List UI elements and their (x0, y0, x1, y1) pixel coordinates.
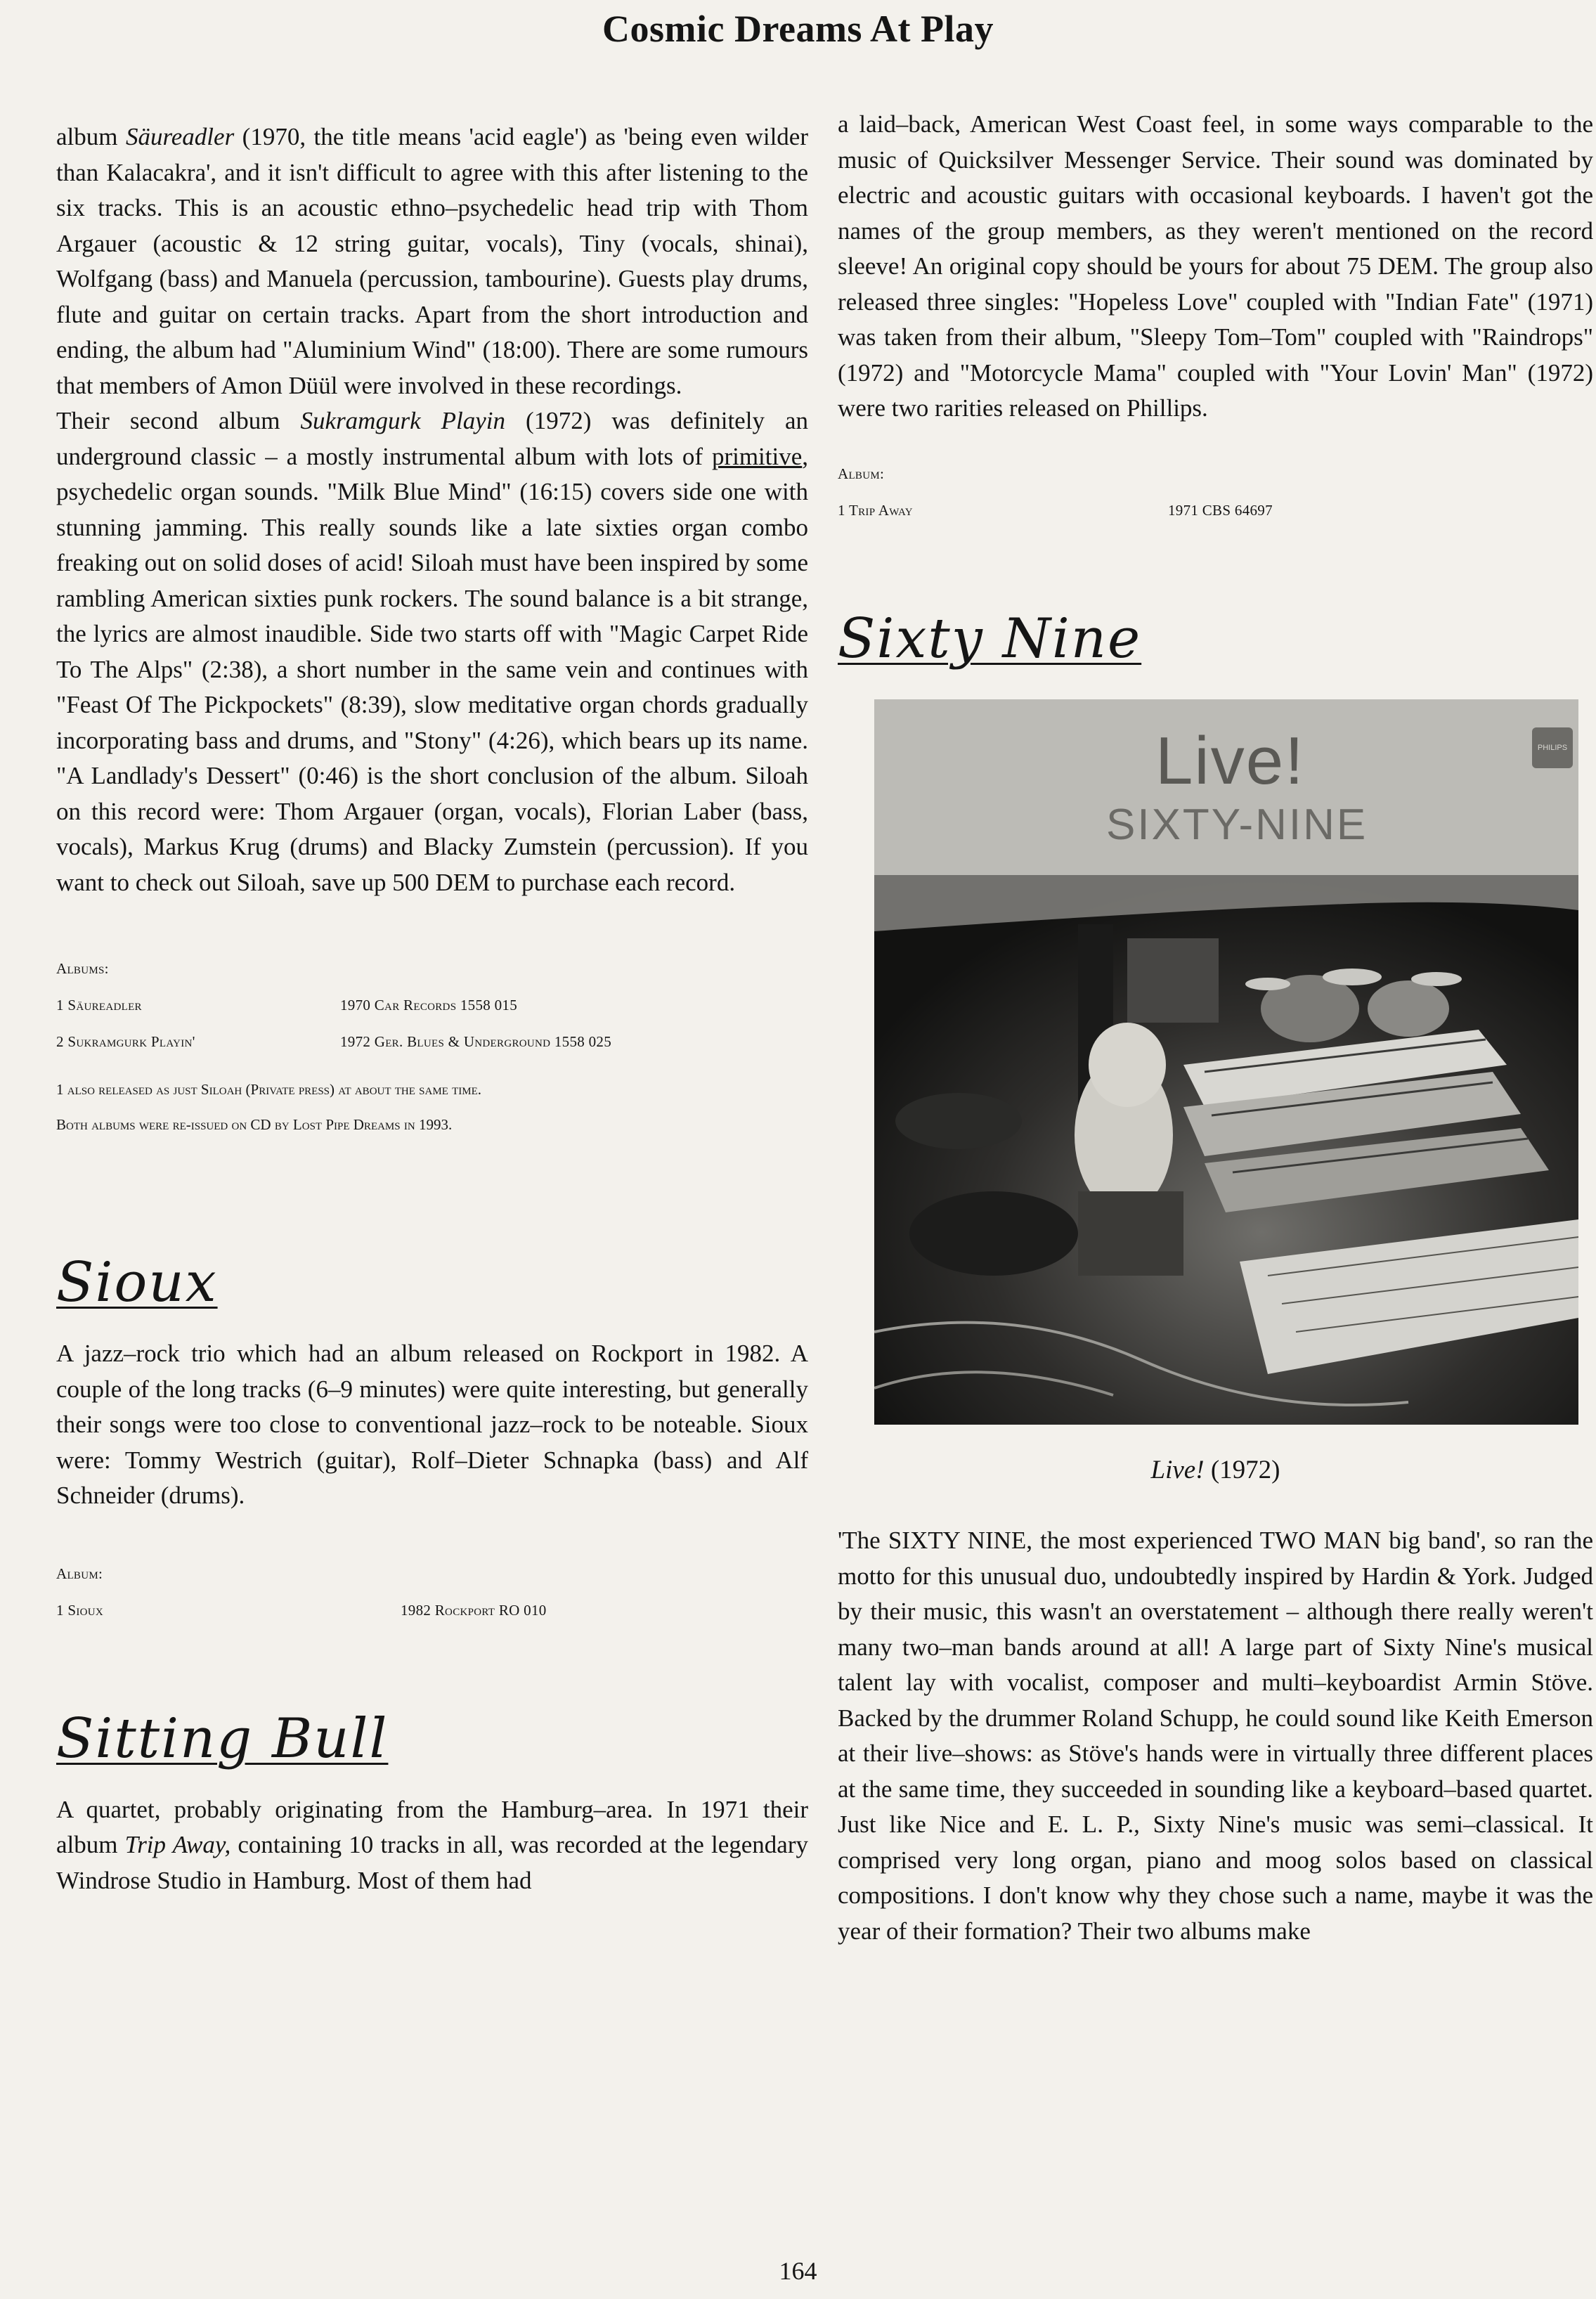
sitting-bull-discography (838, 463, 1593, 521)
sioux-paragraph: A jazz–rock trio which had an album released on Rockport in 1982. A couple of the long tracks (6–9 minutes) were quite interesting, but generally their songs were too close to conventional jazz–rock to be noteable. Sioux were: Tommy Westrich (guitar), Rolf–Dieter Schnapka (bass) and Alf Schneider (drums). (56, 1340, 808, 1509)
discography-title: Album: (838, 465, 885, 482)
discography-title: Albums: (56, 960, 109, 977)
discography-row (838, 500, 1593, 521)
discography-title: Album: (56, 1565, 103, 1582)
cover-title: Live! (1155, 723, 1305, 798)
album-title: 1 Trip Away (838, 501, 913, 519)
sixty-nine-heading: Sixty Nine (838, 607, 1142, 671)
sioux-heading: Sioux (56, 1251, 218, 1314)
page-number: 164 (779, 2257, 817, 2285)
album-title: 1 Sioux (56, 1601, 104, 1619)
siloah-discography (56, 958, 808, 1052)
album-info: 1982 Rockport RO 010 (401, 1601, 547, 1619)
sioux-discography (56, 1563, 808, 1621)
sitting-bull-heading: Sitting Bull (56, 1707, 389, 1770)
record-label-logo: PHILIPS (1532, 727, 1573, 768)
page-title: Cosmic Dreams At Play (602, 8, 994, 50)
sixty-nine-paragraph: 'The SIXTY NINE, the most experienced TWO MAN big band', so ran the motto for this unusual duo, undoubtedly inspired by Hardin & York. Judged by their music, this wasn't an overstatement – although there really weren't many two–man bands around at all! A large part of Sixty Nine's musical talent lay with vocalist, composer and multi–keyboardist Armin Stöve. Backed by the drummer Roland Schupp, he could sound like Keith Emerson at their live–shows: as Stöve's hands were in virtually three different places at the same time, they succeeded in sounding like a keyboard–based quartet. Just like Nice and E. L. P., Sixty Nine's music was semi–classical. It comprised very long organ, piano and moog solos based on classical compositions. I don't know why they chose such a name, maybe it was the year of their formation? Their two albums make (838, 1527, 1593, 1945)
album-title: 2 Sukramgurk Playin' (56, 1033, 195, 1050)
album-cover-image (874, 699, 1578, 1425)
album-info: 1970 Car Records 1558 015 (340, 997, 518, 1013)
left-column (56, 119, 808, 1898)
album-cover-caption: Live! (1972) (1150, 1455, 1280, 1484)
siloah-notes (56, 1079, 808, 1135)
right-column (838, 107, 1593, 1949)
sitting-bull-paragraph: A quartet, probably originating from the Hamburg–area. In 1971 their album Trip Away, containing 10 tracks in all, was recorded at the legendary Windrose Studio in Hamburg. Most of them had (56, 1795, 808, 1894)
siloah-paragraph-2: Their second album Sukramgurk Playin (1972) was definitely an underground classic – a mostly instrumental album with lots of primitive, psychedelic organ sounds. "Milk Blue Mind" (16:15) covers side one with stunning jamming. This really sounds like a late sixties organ combo freaking out on solid doses of acid! Siloah must have been inspired by some rambling American sixties punk rockers. The sound balance is a bit strange, the lyrics are almost inaudible. Side two starts off with "Magic Carpet Ride To The Alps" (2:38), a short number in the same vein and continues with "Feast Of The Pickpockets" (8:39), slow meditative organ chords gradually incorporating bass and drums, and "Stony" (4:26), which bears up its name. "A Landlady's Dessert" (0:46) is the short conclusion of the album. Siloah on this record were: Thom Argauer (organ, vocals), Florian Laber (bass, vocals), Markus Krug (drums) and Blacky Zumstein (percussion). If you want to check out Siloah, save up 500 DEM to purchase each record. (56, 407, 808, 896)
footnote: 1 also released as just Siloah (Private press) at about the same time. (56, 1081, 482, 1098)
discography-row (56, 1600, 808, 1621)
album-title: 1 Säureadler (56, 997, 142, 1013)
discography-row (56, 1031, 808, 1052)
discography-row (56, 995, 808, 1016)
sitting-bull-paragraph-continued: a laid–back, American West Coast feel, in some ways comparable to the music of Quicksilver Messenger Service. Their sound was dominated by electric and acoustic guitars with occasional keyboards. I haven't got the names of the group members, as they weren't mentioned on the record sleeve! An original copy should be yours for about 75 DEM. The group also released three singles: "Hopeless Love" coupled with "Indian Fate" (1971) was taken from their album, "Sleepy Tom–Tom" coupled with "Raindrops" (1972) and "Motorcycle Mama" coupled with "Your Lovin' Man" (1972) were two rarities released on Phillips. (838, 110, 1593, 422)
siloah-paragraph-1: album Säureadler (1970, the title means 'acid eagle') as 'being even wilder than Kalacakra', and it isn't difficult to agree with this after listening to the six tracks. This is an acoustic ethno–psychedelic head trip with Thom Argauer (acoustic & 12 string guitar, vocals), Tiny (vocals, shinai), Wolfgang (bass) and Manuela (percussion, tambourine). Guests play drums, flute and guitar on certain tracks. Apart from the short introduction and ending, the album had "Aluminium Wind" (18:00). There are some rumours that members of Amon Düül were involved in these recordings. (56, 123, 808, 399)
footnote: Both albums were re-issued on CD by Lost Pipe Dreams in 1993. (56, 1116, 453, 1133)
cover-subtitle: SIXTY-NINE (1106, 800, 1368, 849)
album-info: 1972 Ger. Blues & Underground 1558 025 (340, 1033, 611, 1050)
album-info: 1971 CBS 64697 (1168, 501, 1273, 519)
